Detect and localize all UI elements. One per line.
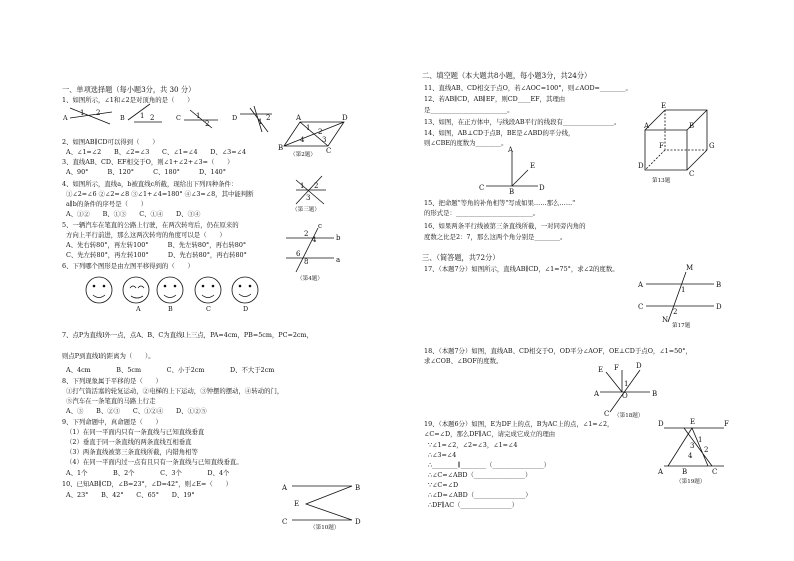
q19-proof-3: ∴________∥________（________________） (428, 461, 551, 469)
q8-options: A、③ B、②③ C、①②④ D、①②⑤ (66, 407, 207, 415)
svg-text:2: 2 (150, 114, 155, 122)
q6-stem: 6、下列哪个图形是由左图平移得到的（ ） (62, 262, 194, 270)
q3-options: A、90° B、120° C、180° D、140° (66, 168, 226, 176)
svg-text:C: C (604, 410, 610, 418)
svg-text:A: A (644, 122, 650, 130)
q5-options-2: C、先左转80°，再左转100° D、先右转80°，再右转80° (66, 251, 247, 259)
q17-stem: 17、（本题7分）如图所示，直线AB∥CD，∠1=75°，求∠2的度数。 (424, 265, 619, 273)
q7-stem: 7、点P为直线l外一点，点A、B、C为直线l上三点，PA=4cm，PB=5cm，PC=2cm， (62, 331, 313, 339)
svg-text:D: D (342, 114, 348, 122)
svg-text:A: A (508, 146, 514, 154)
svg-text:1: 1 (698, 436, 703, 444)
q19-proof-4: ∴∠C=∠ABD（________________） (428, 471, 532, 479)
svg-text:N: N (662, 316, 669, 324)
q1-stem: 1、如图所示，∠1和∠2是对顶角的是（ ） (62, 96, 194, 104)
svg-text:A: A (658, 468, 664, 476)
fig4-caption: （第4题） (297, 276, 323, 282)
svg-text:C: C (689, 170, 695, 178)
q19-proof-7: ∴DF∥AC（________________） (428, 501, 518, 509)
svg-text:c: c (318, 222, 322, 230)
svg-text:F: F (724, 420, 729, 428)
q1-option-a: A (63, 114, 68, 122)
svg-text:4: 4 (312, 236, 317, 244)
q12-stem: 12、若AB∥CD，AB∥EF，则CD____EF，其理由 (424, 95, 566, 103)
svg-text:C: C (479, 184, 485, 192)
svg-text:3: 3 (306, 194, 311, 202)
fig13-caption: 第13题 (652, 178, 671, 184)
q6-option-a: A (136, 305, 141, 313)
svg-text:3: 3 (322, 136, 327, 144)
q16-stem: 16、如果两条平行线被第三条直线所截，一对同旁内角的 (424, 222, 586, 230)
q15-line2: 的形式是：________________________。 (424, 209, 540, 217)
svg-text:B: B (652, 390, 658, 398)
q5-line2: 方向上平行前进，那么这两次转弯的角度可以是（ ） (66, 231, 226, 239)
svg-text:2: 2 (96, 109, 101, 117)
q9-options: A、1个 B、2个 C、3个 D、4个 (66, 469, 230, 477)
fig10-drawing (281, 484, 361, 526)
fig18-drawing (593, 362, 657, 418)
svg-text:4: 4 (688, 452, 693, 460)
svg-text:C: C (712, 468, 718, 476)
fig18-caption: （第18题） (614, 413, 644, 419)
svg-text:2: 2 (318, 128, 323, 136)
q3-stem: 3、直线AB、CD、EF相交于O，则∠1+∠2+∠3=（ ） (62, 158, 234, 166)
q19-line2: ∠C=∠D，那么DF∥AC，请完成它成立的理由 (424, 430, 556, 438)
svg-text:E: E (294, 500, 300, 508)
q8-line3: ⑤汽车在一条笔直的马路上行走 (66, 397, 156, 405)
fig14-drawing (479, 146, 545, 196)
fig2-caption: （第2题） (290, 152, 316, 158)
svg-text:B: B (278, 144, 284, 152)
svg-text:C: C (326, 147, 332, 155)
svg-text:1: 1 (196, 112, 201, 120)
svg-text:b: b (336, 234, 341, 242)
q9-stem: 9、下列命题中，真命题是（ ） (62, 418, 162, 426)
q9-statement-2: （2）垂直于同一条直线的两条直线互相垂直 (66, 438, 192, 446)
svg-text:A: A (296, 114, 302, 122)
q4-stem: 4、如图所示，直线a，b被直线c所截，现给出下列四种条件： (62, 180, 238, 188)
svg-text:a: a (336, 256, 341, 264)
section1-heading: 一、单项选择题（每小题3分，共 30 分） (62, 85, 196, 94)
q1-option-b: B (120, 114, 125, 122)
svg-text:D: D (636, 362, 642, 370)
svg-text:2: 2 (314, 182, 319, 190)
q11-stem: 11、直线AB、CD相交于点O，若∠AOC=100°，则∠AOD=________。 (424, 84, 632, 92)
svg-text:B: B (355, 484, 361, 492)
svg-text:F: F (614, 364, 619, 372)
q19-proof-2: ∴∠3=∠4 (428, 451, 457, 459)
svg-text:A: A (638, 281, 644, 289)
q1-option-c: C (176, 114, 181, 122)
q16-line2: 度数之比是2：7，那么这两个角分别是________。 (424, 233, 567, 241)
q4-line3: a∥b的条件的序号是（ ） (66, 200, 148, 208)
q2-stem: 2、如图AB∥CD可以得到（ ） (62, 138, 159, 146)
q1-figures (70, 104, 272, 132)
svg-text:E: E (661, 102, 667, 110)
q14-line2: 则∠CBE的度数为________。 (424, 139, 508, 147)
svg-text:2: 2 (673, 308, 678, 316)
svg-text:C: C (282, 518, 288, 526)
q9-statement-3: （3）两条直线被第三条直线所截，内错角相等 (66, 448, 198, 456)
svg-text:A: A (594, 390, 600, 398)
svg-text:B: B (682, 468, 688, 476)
svg-text:8: 8 (304, 258, 309, 266)
svg-text:E: E (598, 366, 604, 374)
svg-text:A: A (282, 484, 288, 492)
q10-stem: 10、已知AB∥CD，∠B=23°，∠D=42°，则∠E=（ ） (62, 480, 232, 488)
svg-text:E: E (690, 418, 696, 426)
svg-text:3: 3 (690, 442, 695, 450)
section2-heading: 二、填空题（本大题共8小题，每小题3分，共24分） (422, 71, 592, 80)
q12-line2: 是________________________。 (424, 106, 514, 114)
q9-statement-1: （1）在同一平面内只有一条直线与已知直线垂直 (66, 428, 205, 436)
fig3-drawing (296, 176, 326, 204)
svg-text:O: O (622, 392, 628, 400)
q8-stem: 8、下列现象属于平移的是（ ） (62, 377, 162, 385)
svg-text:F: F (659, 142, 664, 150)
q6-option-b: B (168, 305, 173, 313)
svg-text:B: B (716, 281, 722, 289)
svg-text:2: 2 (266, 114, 271, 122)
svg-text:D: D (658, 420, 664, 428)
q5-stem: 5、一辆汽车在笔直的公路上行驶，在两次转弯后，仍在原来的 (62, 221, 239, 229)
svg-text:2: 2 (205, 120, 210, 128)
q8-line2: ①打气筒活塞的轮复运动，②电梯的上下运动，③钟摆的摆动，④转动的门， (66, 387, 284, 395)
svg-text:D: D (355, 518, 361, 526)
q14-stem: 14、如图，AB⊥CD于点B，BE是∠ABD的平分线， (424, 129, 575, 137)
q6-option-c: C (206, 305, 211, 313)
fig10-caption: （第10题） (310, 525, 340, 531)
svg-text:1: 1 (300, 182, 305, 190)
svg-text:2: 2 (704, 446, 709, 454)
q13-stem: 13、如图，在正方体中，与线段AB平行的线段有________________。 (424, 118, 621, 126)
q4-line2: ①∠2=∠6 ②∠2=∠8 ③∠1+∠4=180° ④∠3=∠8，其中能判断 (66, 190, 254, 198)
fig19-caption: （第19题） (676, 479, 706, 485)
svg-text:B: B (509, 188, 515, 196)
q7-options: A、4cm B、5cm C、小于2cm D、不大于2cm (66, 366, 275, 374)
q19-proof-5: ∵∠C=∠D (428, 481, 459, 489)
fig3-caption: （第三题） (292, 207, 320, 213)
q5-options-1: A、先右转80°，再左转100° B、先左转80°，再右转80° (66, 241, 247, 249)
svg-text:D: D (638, 162, 644, 170)
svg-text:1: 1 (258, 118, 263, 126)
section3-heading: 三、（简答题，共72分） (422, 253, 500, 262)
fig19-drawing (657, 418, 729, 476)
q18-line2: 求∠COB、∠BOF的度数。 (424, 357, 503, 365)
q10-options: A、23° B、42° C、65° D、19° (66, 491, 195, 499)
svg-text:1: 1 (306, 124, 311, 132)
svg-text:1: 1 (681, 286, 686, 294)
svg-text:4: 4 (300, 136, 305, 144)
svg-text:1: 1 (80, 109, 85, 117)
svg-text:1: 1 (624, 380, 629, 388)
q15-stem: 15、把命题"等角的补角相等"写成如果……那么……" (424, 199, 576, 207)
fig2-drawing (278, 114, 348, 155)
svg-text:D: D (716, 303, 722, 311)
q9-statement-4: （4）在同一平面内过一点有且只有一条直线与已知直线垂直。 (66, 458, 243, 466)
fig4-drawing (286, 222, 341, 272)
svg-text:E: E (530, 162, 536, 170)
svg-text:1: 1 (140, 112, 145, 120)
q19-stem: 19、（本题6分）如图，E为DF上的点，B为AC上的点，∠1=∠2， (424, 420, 614, 428)
fig17-caption: 第17题 (672, 323, 691, 329)
svg-text:C: C (638, 303, 644, 311)
q4-options: A、①② B、①③ C、①④ D、③④ (66, 210, 201, 218)
q2-options: A、∠1=∠2 B、∠2=∠3 C、∠1=∠4 D、∠3=∠4 (66, 148, 247, 156)
svg-text:6: 6 (296, 250, 301, 258)
q1-option-d: D (232, 114, 238, 122)
q19-proof-6: ∴∠D=∠ABD（________________） (428, 491, 532, 499)
svg-text:D: D (539, 184, 545, 192)
q18-stem: 18、（本题7分）如图，直线AB、CD相交于O，OD平分∠AOF，OE⊥CD于点O，∠1=50°， (424, 347, 692, 355)
svg-text:2: 2 (304, 230, 309, 238)
svg-text:G: G (709, 142, 715, 150)
q6-option-d: D (243, 305, 249, 313)
svg-text:M: M (686, 264, 694, 272)
q6-faces (86, 277, 258, 303)
svg-text:B: B (689, 122, 695, 130)
q19-proof-1: ∵∠1=∠2，∠2=∠3，∠1=∠4 (428, 441, 518, 449)
fig13-drawing (638, 102, 715, 178)
q7-line2: 则点P到直线l的距离为（ ）。 (62, 352, 155, 360)
fig17-drawing (637, 264, 722, 324)
